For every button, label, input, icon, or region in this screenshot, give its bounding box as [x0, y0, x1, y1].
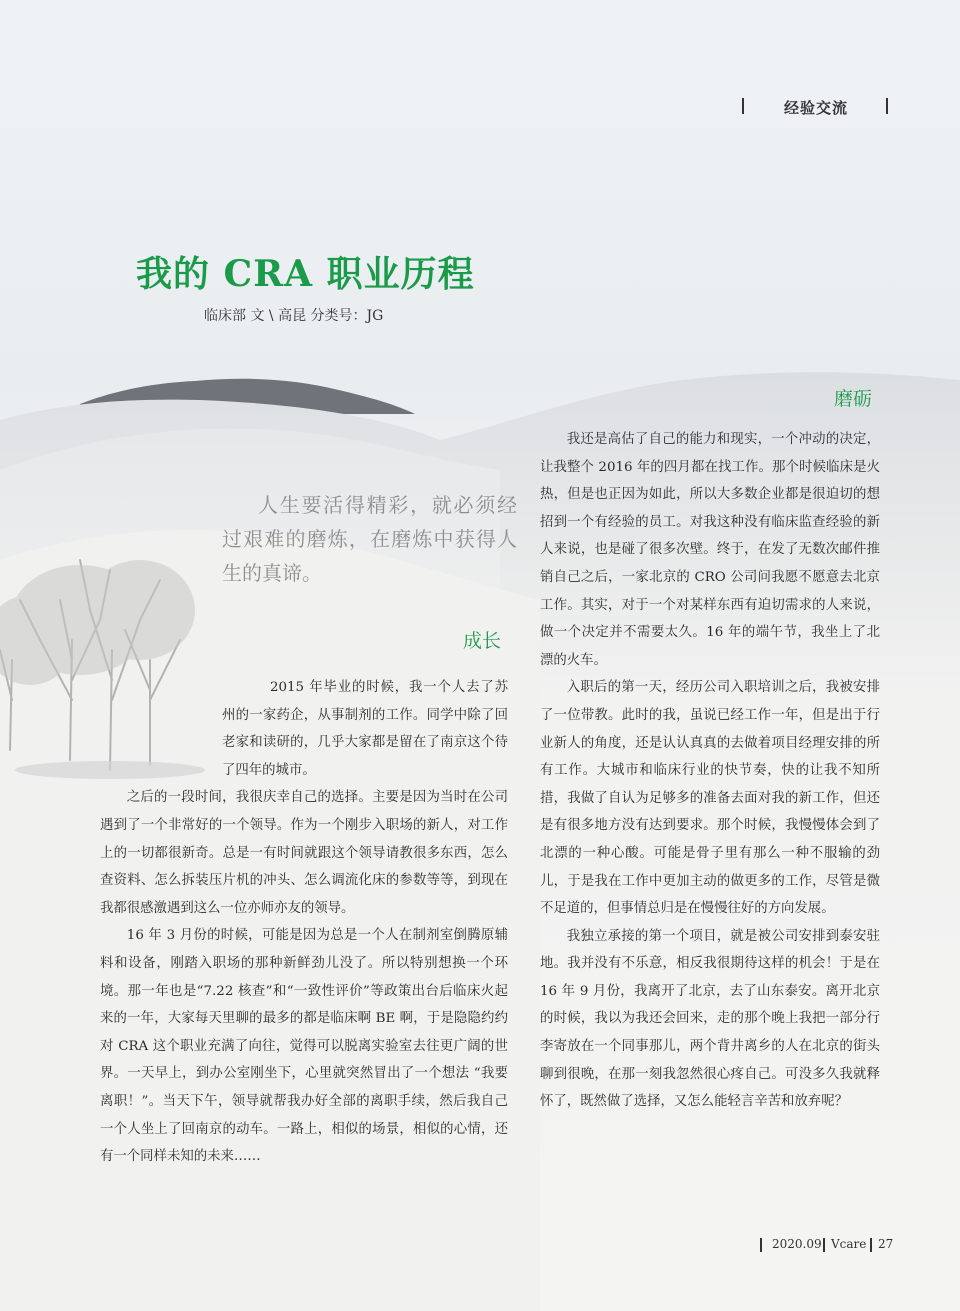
section-header	[742, 96, 892, 120]
left-column	[100, 674, 508, 1171]
page-number: 27	[878, 1237, 894, 1251]
left-column-heading: 成长	[463, 630, 502, 652]
right-paragraph-3: 我独立承接的第一个项目，就是被公司安排到泰安驻地。我并没有不乐意，相反我很期待这样的机会！于是在 16 年 9 月份，我离开了北京，去了山东泰安。离开北京的时候，我以为我还会回来，走的那个晚上我把一部分行李寄放在一个同事那儿，两个背井离乡的人在北京的街头聊到很晚，在那一刻我忽然很心疼自己。可没多久我就释怀了，既然做了选择，又怎么能轻言辛苦和放弃呢？	[540, 928, 880, 1110]
issue-date: 2020.09	[772, 1237, 822, 1251]
magazine-name: Vcare	[831, 1237, 867, 1251]
left-paragraph-3: 16 年 3 月份的时候，可能是因为总是一个人在制剂室倒腾原辅料和设备，刚踏入职场的那种新鲜劲儿没了。所以特别想换一个环境。那一年也是“7.22 核查”和“一致性评价”等政策出台后临床火起来的一年，大家每天里聊的最多的都是临床啊 BE 啊，于是隐隐约约对 CRA 这个职业充满了向往，觉得可以脱离实验室去往更广阔的世界。一天早上，到办公室刚坐下，心里就突然冒出了一个想法 “我要离职！”。当天下午，领导就帮我办好全部的离职手续，然后我自己一个人坐上了回南京的动车。一路上，相似的场景，相似的心情，还有一个同样未知的未来……	[100, 928, 508, 1165]
right-column-heading: 磨砺	[834, 388, 873, 410]
pull-quote: 人生要活得精彩，就必须经过艰难的磨炼，在磨炼中获得人生的真谛。	[222, 493, 517, 585]
footer-divider-2	[823, 1238, 825, 1252]
footer-divider-3	[870, 1238, 872, 1252]
footer-divider-1	[760, 1238, 762, 1252]
right-paragraph-2: 入职后的第一天，经历公司入职培训之后，我被安排了一位带教。此时的我，虽说已经工作一年，但是出于行业新人的角度，还是认认真真的去做着项目经理安排的所有工作。大城市和临床行业的快节奏，快的让我不知所措，我做了自认为足够多的准备去面对我的新工作，但还是有很多地方没有达到要求。那个时候，我慢慢体会到了北漂的一种心酸。可能是骨子里有那么一种不服输的劲儿，于是我在工作中更加主动的做更多的工作，尽管是微不足道的，但事情总归是在慢慢往好的方向发展。	[540, 680, 880, 917]
right-paragraph-1: 我还是高估了自己的能力和现实，一个冲动的决定，让我整个 2016 年的四月都在找工作。那个时候临床是火热，但是也正因为如此，所以大多数企业都是很迫切的想招到一个有经验的员工。对我这种没有临床监查经验的新人来说，也是碰了很多次壁。终于，在发了无数次邮件推销自己之后，一家北京的 CRO 公司问我愿不愿意去北京工作。其实，对于一个对某样东西有迫切需求的人来说，做一个决定并不需要太久。16 年的端午节，我坐上了北漂的火车。	[540, 432, 880, 668]
right-column	[540, 426, 880, 1116]
page-footer	[760, 1236, 910, 1258]
header-divider-right	[886, 98, 888, 114]
article-byline: 临床部 文 \ 高昆 分类号：JG	[204, 308, 384, 324]
left-paragraph-1: 2015 年毕业的时候，我一个人去了苏州的一家药企，从事制剂的工作。同学中除了回老家和读研的，几乎大家都是留在了南京这个待了四年的城市。	[222, 680, 508, 778]
left-paragraph-2: 之后的一段时间，我很庆幸自己的选择。主要是因为当时在公司遇到了一个非常好的一个领导。作为一个刚步入职场的新人，对工作上的一切都很新奇。总是一有时间就跟这个领导请教很多东西，怎么查资料、怎么拆装压片机的冲头、怎么调流化床的参数等等，到现在我都很感激遇到这么一位亦师亦友的领导。	[100, 790, 508, 916]
section-label: 经验交流	[784, 99, 849, 117]
header-divider-left	[742, 98, 744, 114]
article-title: 我的 CRA 职业历程	[136, 253, 475, 295]
